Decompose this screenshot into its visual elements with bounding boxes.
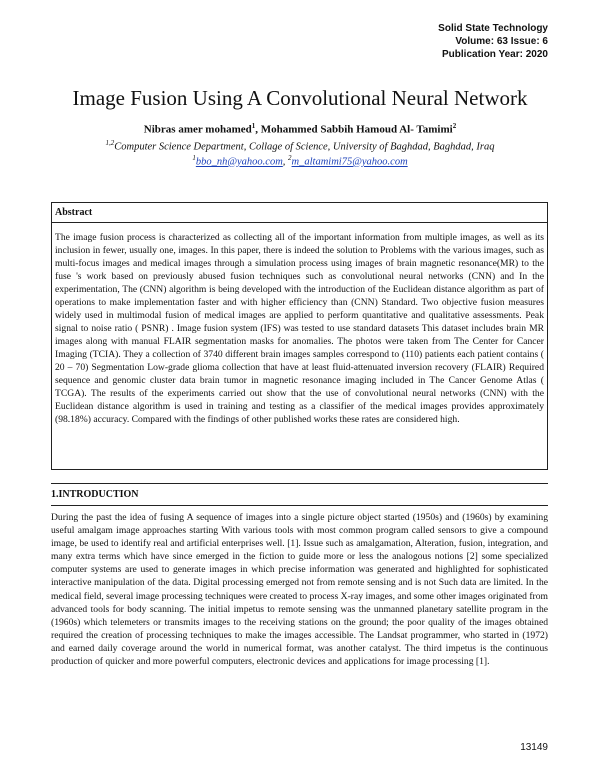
email-1-sup: 1 — [192, 154, 196, 162]
email-line — [0, 154, 600, 168]
journal-volume-issue: Volume: 63 Issue: 6 — [455, 36, 548, 47]
author-2-sup: 2 — [452, 122, 457, 130]
email-2-sup: 2 — [288, 154, 292, 162]
email-separator: , — [282, 156, 289, 168]
author-1-name: Nibras amer mohamed — [143, 123, 252, 136]
journal-name: Solid State Technology — [438, 23, 548, 34]
introduction-heading: 1.INTRODUCTION — [51, 483, 548, 506]
affiliation — [0, 139, 600, 153]
author-line — [0, 122, 600, 136]
author-1-sup: 1 — [251, 122, 256, 130]
journal-publication-year: Publication Year: 2020 — [442, 49, 548, 60]
affiliation-sup: 1,2 — [105, 139, 115, 147]
abstract-box — [51, 202, 548, 470]
paper-title: Image Fusion Using A Convolutional Neural Network — [72, 86, 528, 110]
journal-info — [438, 22, 548, 61]
author-separator: , — [255, 123, 261, 136]
page-number: 13149 — [520, 742, 548, 753]
author-2-name: Mohammed Sabbih Hamoud Al- Tamimi — [260, 123, 453, 136]
abstract-heading: Abstract — [52, 203, 547, 223]
abstract-text: The image fusion process is characterized as collecting all of the important information from multiple images, as well as its inclusion in fewer, usually one, images. In this paper, there is indeed the solution to Problems with the various images, such as multi-focus images and medical images through a simulation process using images of brain magnetic resonance(MR) to the fuse 's work based on previously abused fusion techniques such as convolutional neural networks (CNN) and In the experimentation, The (CNN) algorithm is being developed with the introduction of the Euclidean distance algorithm as part of operations to make implementation faster and with higher efficiency than (CNN) Standard. Two objective fusion measures widely used in multimodal fusion of medical images are applied to perform quantitative and qualitative assessments. Peak signal to noise ratio ( PSNR) . Image fusion system (IFS) was tested to use standard datasets This dataset includes brain MR images along with manual FLAIR segmentation masks for anomalies. The photos were taken from The Center for Cancer Imaging (TCIA). They a collection of 3740 different brain images samples correspond to (110) patients each patient contains ( 20 – 70) Segmentation Low-grade glioma collection that have at least fluid-attenuated inversion recovery (FLAIR) Required sequence and genomic cluster data brain tumor in magnetic resonance imaging included in The Cancer Genome Atlas ( TCGA). The results of the experiments carried out show that the use of convolutional neural networks (CNN) with the Euclidean distance algorithm is used in training and testing as a classifier of the medical images provides approximately (98.18%) accuracy. Compared with the findings of other published works these rates are considered high. — [55, 232, 544, 425]
affiliation-text: Computer Science Department, Collage of Science, University of Baghdad, Baghdad, Iraq — [114, 141, 495, 153]
email-1-link[interactable]: bbo_nh@yahoo.com — [195, 156, 283, 168]
email-2-link[interactable]: m_altamimi75@yahoo.com — [291, 156, 408, 168]
introduction-text: During the past the idea of fusing A sequence of images into a single picture object started (1950s) and (1960s) by examining useful amalgam image approaches starting With various tools with most common program called sensors to give a compound image, be used to identify real and artificial enterprises well. [1]. Issue such as amalgamation, Alteration, fusion, integration, and many extra terms which have since emerged in the fiction to guide more or less the analogous notions [2] some specialized computer systems are used to generate images in which precise information was generated and highlighted for sophisticated interactive manipulation of the data. Digital processing emerged not from remote sensing and is not Such data are limited. In the medical field, several image processing techniques were created to process X-ray images, and some other images originated from advanced tools for body scanning. The initial impetus to remote sensing was the unmanned planetary satellite program in the (1960s) which telemeters or transmits images to the receiving stations on the ground; the poor quality of the images obtained required the creation of processing techniques to make the images accessible. The Landsat programmer, who started in (1972) and earned daily coverage around the world in numerical format, was another catalyst. The third impetus is the continuous production of quicker and more powerful computers, electronic devices and applications for image processing [1]. — [51, 512, 548, 668]
